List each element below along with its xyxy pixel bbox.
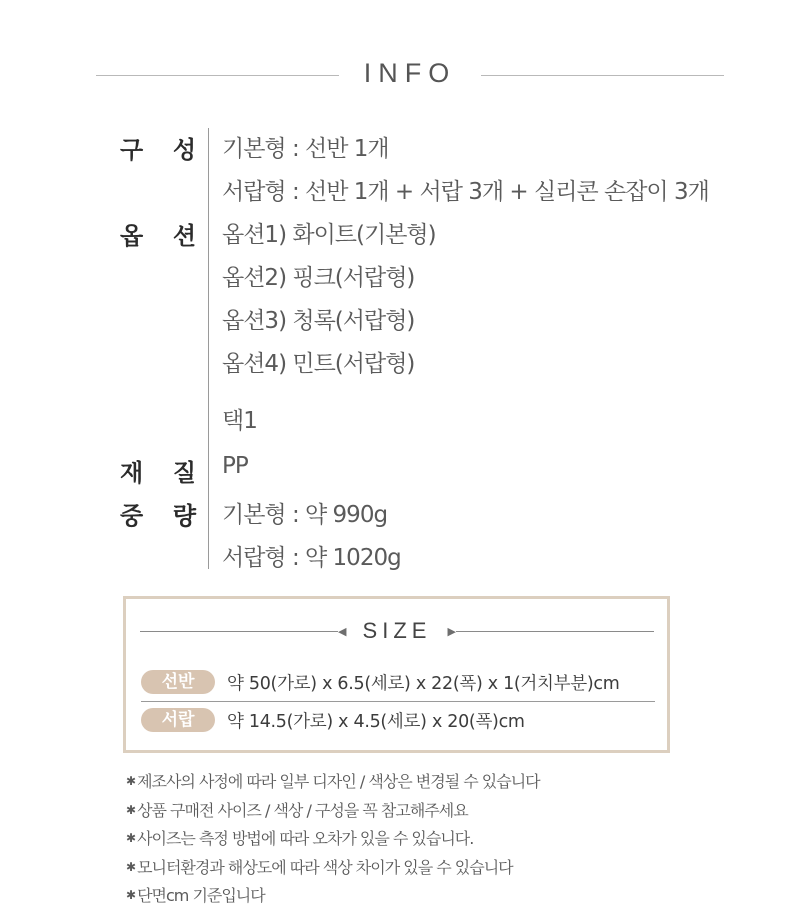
size-desc: 약 50(가로) x 6.5(세로) x 22(폭) x 1(거치부분)cm xyxy=(227,673,620,694)
size-box xyxy=(123,596,670,753)
composition-drawer: 서랍형 : 선반 1개 + 서랍 3개 + 실리콘 손잡이 3개 xyxy=(222,179,709,205)
composition-label: 구 성 xyxy=(120,136,196,164)
material-value: PP xyxy=(222,453,248,479)
note-item: ✱ 모니터환경과 해상도에 따라 색상 차이가 있을 수 있습니다 xyxy=(126,857,513,877)
asterisk-icon: ✱ xyxy=(126,888,136,902)
note-item: ✱ 상품 구매전 사이즈 / 색상 / 구성을 꼭 참고해주세요 xyxy=(126,800,468,820)
asterisk-icon: ✱ xyxy=(126,774,136,788)
spec-table xyxy=(0,122,800,572)
size-row-drawer xyxy=(141,705,655,735)
divider-line xyxy=(456,631,654,632)
row-divider xyxy=(141,701,655,702)
material-label: 재 질 xyxy=(120,459,196,487)
weight-basic: 기본형 : 약 990g xyxy=(222,502,388,528)
option-label: 옵 션 xyxy=(120,222,196,250)
triangle-right-icon: ▶ xyxy=(447,625,456,638)
info-header xyxy=(96,58,724,92)
info-title: INFO xyxy=(363,58,457,88)
option-item: 옵션2) 핑크(서랍형) xyxy=(222,265,415,291)
option-choice-note: 택1 xyxy=(222,408,257,434)
option-item: 옵션3) 청록(서랍형) xyxy=(222,308,415,334)
option-item: 옵션1) 화이트(기본형) xyxy=(222,222,436,248)
spec-divider xyxy=(208,128,209,569)
notes-list xyxy=(126,767,746,910)
size-badge: 서랍 xyxy=(141,708,215,732)
size-header xyxy=(140,618,654,644)
note-item: ✱ 사이즈는 측정 방법에 따라 오차가 있을 수 있습니다. xyxy=(126,829,474,848)
asterisk-icon: ✱ xyxy=(126,859,136,874)
size-title: SIZE xyxy=(362,618,432,643)
size-badge: 선반 xyxy=(141,670,215,694)
triangle-left-icon: ◀ xyxy=(338,625,347,638)
note-item: ✱ 단면cm 기준입니다 xyxy=(126,886,265,905)
asterisk-icon: ✱ xyxy=(126,831,136,845)
size-desc: 약 14.5(가로) x 4.5(세로) x 20(폭)cm xyxy=(227,711,525,732)
divider-line xyxy=(481,75,724,76)
option-item: 옵션4) 민트(서랍형) xyxy=(222,351,415,377)
size-row-shelf xyxy=(141,667,655,697)
composition-basic: 기본형 : 선반 1개 xyxy=(222,136,389,162)
note-item: ✱ 제조사의 사정에 따라 일부 디자인 / 색상은 변경될 수 있습니다 xyxy=(126,772,540,791)
weight-drawer: 서랍형 : 약 1020g xyxy=(222,545,401,571)
weight-label: 중 량 xyxy=(120,502,196,530)
asterisk-icon: ✱ xyxy=(126,802,136,817)
